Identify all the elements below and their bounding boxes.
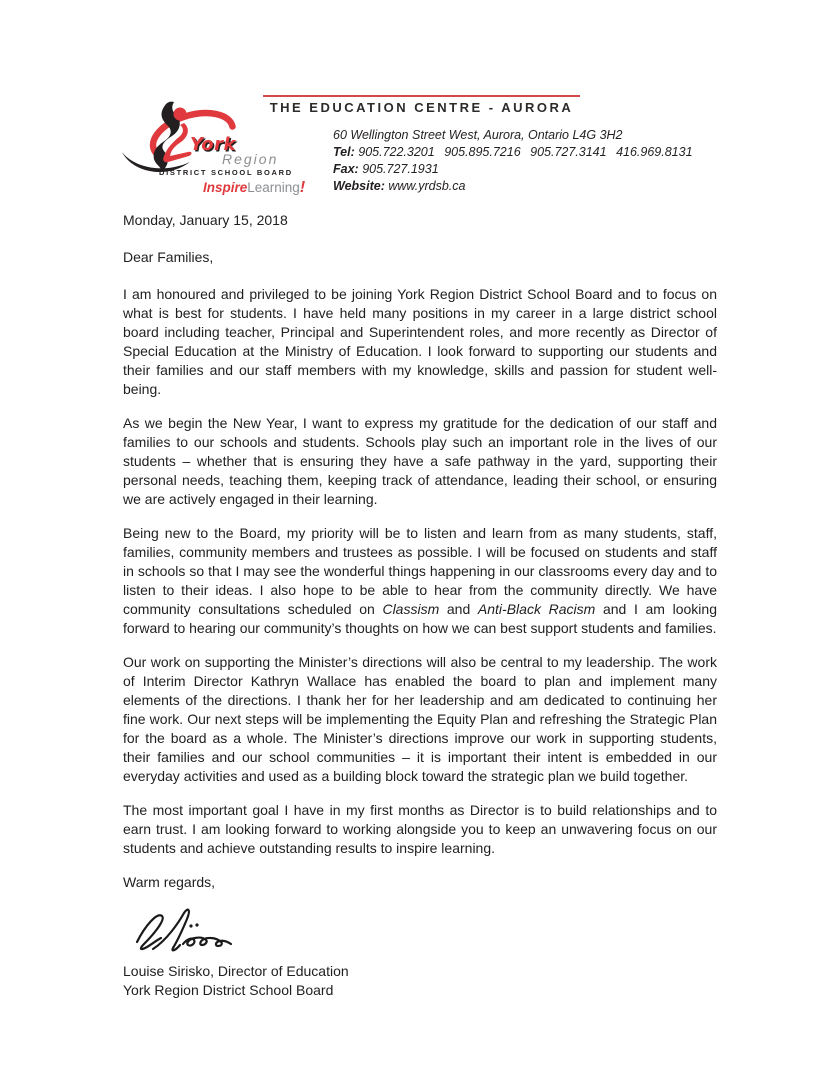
logo-district-school-board-text: DISTRICT SCHOOL BOARD: [159, 168, 293, 177]
classism-italic: Classism: [382, 601, 440, 617]
signature-image: [125, 906, 717, 954]
tagline-exclamation: !: [299, 179, 306, 196]
education-centre-title: THE EDUCATION CENTRE - AURORA: [269, 100, 574, 115]
anti-black-racism-italic: Anti-Black Racism: [477, 601, 596, 617]
paragraph-3: [123, 524, 717, 638]
paragraph-5: The most important goal I have in my first months as Director is to build relationships and to earn trust. I am looking forward to working alongside you to keep an unwavering focus on our students and achieve outstanding results to inspire learning.: [123, 802, 717, 856]
website-url: www.yrdsb.ca: [388, 179, 466, 193]
logo-tagline: [203, 179, 305, 197]
paragraph-2: As we begin the New Year, I want to express my gratitude for the dedication of our staff and families to our schools and students. Schools play such an important role in the lives of our students – whether that is ensuring they have a safe pathway in the yard, supporting their personal needs, teaching them, keeping track of attendance, leading their school, or ensuring we are actively engaged in their learning.: [123, 415, 717, 507]
paragraph-1: I am honoured and privileged to be joining York Region District School Board and to focus on what is best for students. I have held many positions in my career in a large district school board including teacher, Principal and Superintendent roles, and more recently as Director of Special Education at the Ministry of Education. I look forward to supporting our students and their families and our staff members with my knowledge, skills and passion for student well-being.: [123, 286, 717, 397]
paragraph-3-text: and I am looking forward to hearing our community’s thoughts on how we can best support students and families.: [123, 601, 717, 636]
letter-date: Monday, January 15, 2018: [123, 212, 288, 228]
fax-number: 905.727.1931: [362, 162, 439, 176]
tel-numbers: 905.722.3201 905.895.7216 905.727.3141 416.969.8131: [358, 145, 693, 159]
paragraph-4: Our work on supporting the Minister’s directions will also be central to my leadership. The work of Interim Director Kathryn Wallace has enabled the board to plan and implement many elements of the directions. I thank her for her leadership and am dedicated to continuing her fine work. Our next steps will be implementing the Equity Plan and refreshing the Strategic Plan for the board as a whole. The Minister’s directions improve our work in supporting students, their families and our school communities – it is important their intent is embedded in our everyday activities and used as a building block toward the strategic plan we build together.: [123, 654, 717, 784]
logo-region-text: Region: [222, 151, 279, 167]
fax-label: Fax:: [333, 162, 359, 176]
closing: Warm regards,: [123, 874, 216, 890]
header-red-rule: [263, 95, 580, 97]
logo-york-text: York: [190, 134, 236, 155]
tel-label: Tel:: [333, 145, 355, 159]
contact-block: [333, 127, 693, 195]
signer-org: York Region District School Board: [123, 982, 334, 998]
address-line: 60 Wellington Street West, Aurora, Ontario L4G 3H2: [333, 128, 623, 142]
letter-body: [123, 205, 717, 1000]
paragraph-3-text: Being new to the Board, my priority will be to listen and learn from as many students, staff, families, community members and trustees as possible. I will be focused on students and staff in schools so that I may see the wonderful things happening in our classrooms every day and to listen to their ideas. I also hope to be able to hear from the community directly. We have community consultations scheduled on: [123, 525, 717, 617]
website-label: Website:: [333, 179, 385, 193]
salutation: Dear Families,: [123, 249, 214, 265]
paragraph-3-text: and: [439, 601, 478, 617]
signer-name: Louise Sirisko, Director of Education: [123, 963, 349, 979]
tel-line: [333, 144, 693, 161]
website-line: [333, 178, 693, 195]
tagline-learning: Learning: [247, 180, 300, 195]
tagline-inspire: Inspire: [203, 180, 248, 195]
handwritten-signature-icon: [125, 906, 245, 954]
fax-line: [333, 161, 693, 178]
